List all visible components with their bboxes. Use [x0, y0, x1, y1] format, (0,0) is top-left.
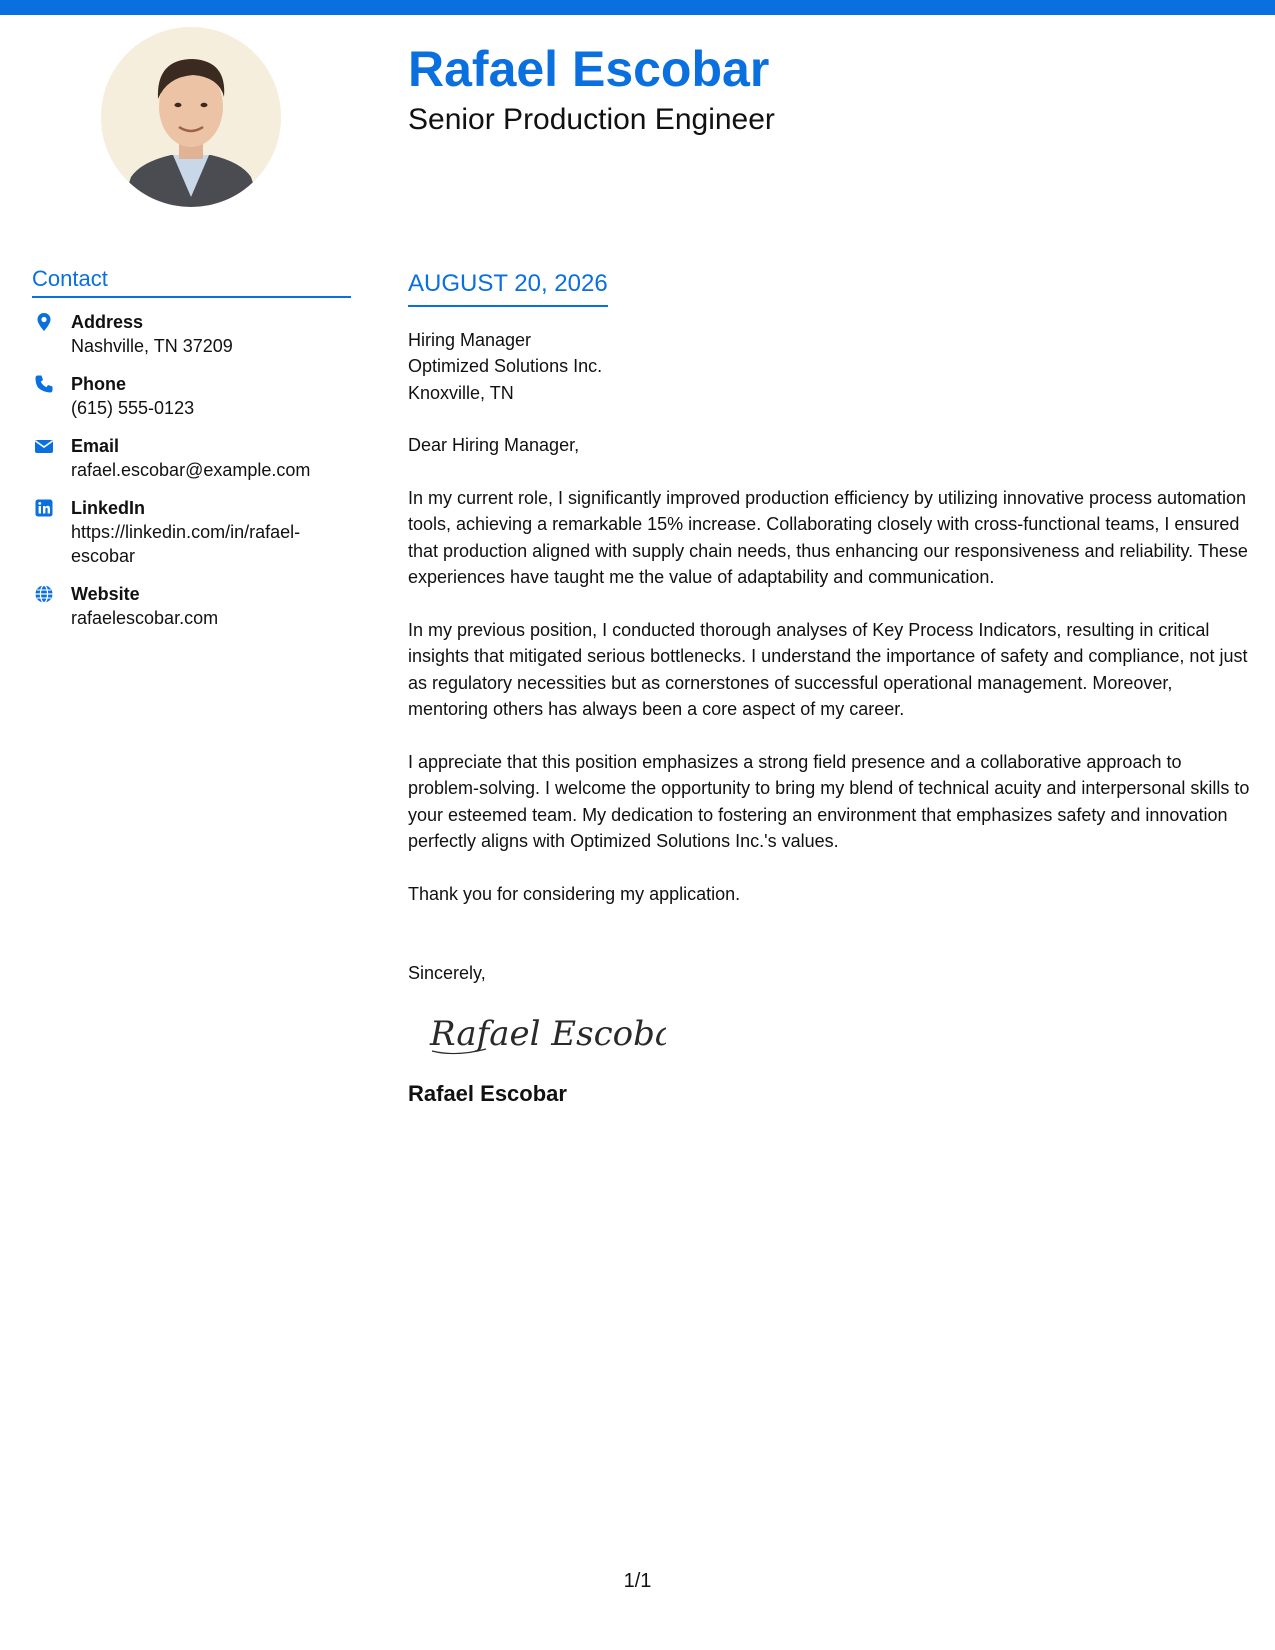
- contact-sidebar: [32, 266, 351, 644]
- letter-date: AUGUST 20, 2026: [408, 270, 608, 307]
- recipient-company: Optimized Solutions Inc.: [408, 356, 603, 377]
- address-value: Nashville, TN 37209: [71, 336, 233, 357]
- contact-heading: Contact: [32, 266, 351, 298]
- email-value[interactable]: rafael.escobar@example.com: [71, 460, 311, 481]
- contact-label: Website: [71, 584, 140, 605]
- handwritten-signature: [426, 1007, 1253, 1063]
- recipient-block: [408, 327, 1253, 407]
- recipient-location: Knoxville, TN: [408, 382, 514, 403]
- contact-item-phone: [32, 372, 351, 420]
- contact-label: Email: [71, 436, 120, 457]
- contact-item-linkedin: [32, 496, 351, 568]
- contact-item-website: [32, 582, 351, 630]
- contact-label: LinkedIn: [71, 498, 146, 519]
- profile-photo: [101, 27, 281, 207]
- page-number: 1/1: [623, 1570, 652, 1592]
- job-title: Senior Production Engineer: [408, 103, 775, 136]
- applicant-name: Rafael Escobar: [408, 41, 770, 97]
- letter-body: [408, 270, 1253, 1107]
- contact-item-email: [32, 434, 351, 482]
- recipient-name: Hiring Manager: [408, 329, 532, 350]
- phone-value: (615) 555-0123: [71, 398, 195, 419]
- closing: Sincerely,: [408, 963, 486, 984]
- globe-icon: [34, 584, 54, 604]
- body-paragraph: In my previous position, I conducted thorough analyses of Key Process Indicators, resulting in critical insights that mitigated serious bottlenecks. I understand the importance of safety and compliance, not just as regulatory necessities but as cornerstones of successful operational management. Moreover, mentoring others has always been a core aspect of my career.: [408, 619, 1248, 720]
- salutation: Dear Hiring Manager,: [408, 435, 580, 456]
- body-paragraph: Thank you for considering my application.: [408, 883, 741, 904]
- top-accent-bar: [0, 0, 1275, 15]
- contact-label: Address: [71, 312, 144, 333]
- website-value[interactable]: rafaelescobar.com: [71, 608, 219, 629]
- map-pin-icon: [34, 312, 54, 332]
- linkedin-value[interactable]: https://linkedin.com/in/rafael-escobar: [71, 522, 301, 567]
- email-icon: [34, 436, 54, 456]
- body-paragraph: In my current role, I significantly improved production efficiency by utilizing innovative process automation tools, achieving a remarkable 15% increase. Collaborating closely with cross-functional teams, I ensured that production aligned with supply chain needs, thus enhancing our responsiveness and reliability. These experiences have taught me the value of adaptability and communication.: [408, 487, 1248, 588]
- signer-name: Rafael Escobar: [408, 1080, 567, 1106]
- contact-list: [32, 310, 351, 630]
- linkedin-icon: [34, 498, 54, 518]
- phone-icon: [34, 374, 54, 394]
- contact-label: Phone: [71, 374, 127, 395]
- signature-text: Rafael Escobar: [430, 1013, 666, 1054]
- contact-item-address: [32, 310, 351, 358]
- body-paragraph: I appreciate that this position emphasizes a strong field presence and a collaborative approach to problem-solving. I welcome the opportunity to bring my blend of technical acuity and interpersonal skills to your esteemed team. My dedication to fostering an environment that emphasizes safety and innovation perfectly aligns with Optimized Solutions Inc.'s values.: [408, 751, 1250, 852]
